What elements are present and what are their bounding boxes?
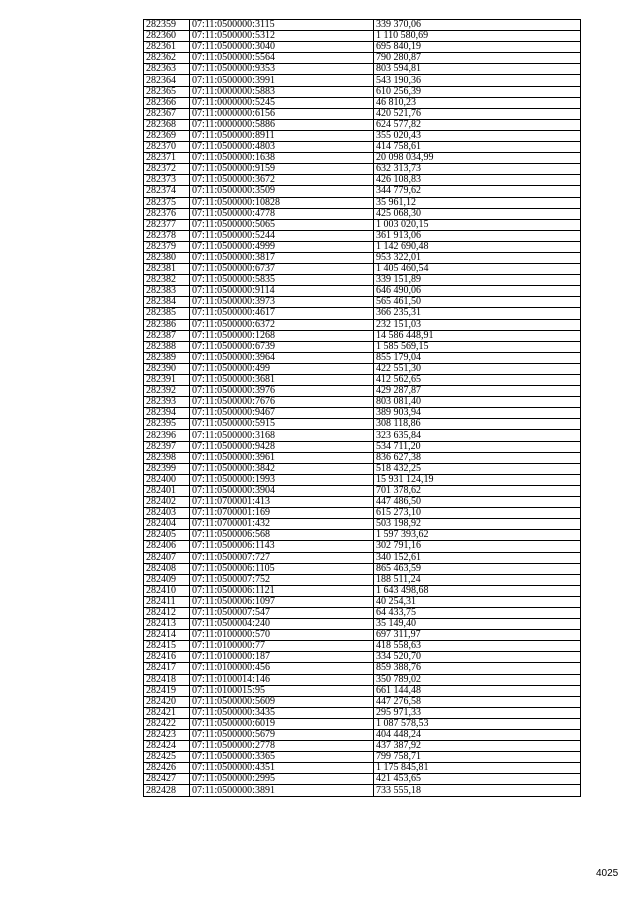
value-cell: 610 256,39 bbox=[374, 86, 581, 97]
cadastral-number-cell: 07:11:0700001:169 bbox=[190, 508, 374, 519]
table-row bbox=[144, 508, 581, 519]
table-row bbox=[144, 685, 581, 696]
cadastral-number-cell: 07:11:0500000:10828 bbox=[190, 197, 374, 208]
row-number-cell: 282391 bbox=[144, 375, 190, 386]
value-cell: 1 003 020,15 bbox=[374, 219, 581, 230]
value-cell: 543 190,36 bbox=[374, 75, 581, 86]
cadastral-number-cell: 07:11:0500000:6737 bbox=[190, 264, 374, 275]
row-number-cell: 282364 bbox=[144, 75, 190, 86]
row-number-cell: 282375 bbox=[144, 197, 190, 208]
value-cell: 615 273,10 bbox=[374, 508, 581, 519]
row-number-cell: 282389 bbox=[144, 352, 190, 363]
value-cell: 232 151,03 bbox=[374, 319, 581, 330]
value-cell: 803 081,40 bbox=[374, 397, 581, 408]
value-cell: 308 118,86 bbox=[374, 419, 581, 430]
row-number-cell: 282362 bbox=[144, 53, 190, 64]
cadastral-number-cell: 07:11:0500000:3964 bbox=[190, 352, 374, 363]
table-row bbox=[144, 674, 581, 685]
cadastral-number-cell: 07:11:0500000:3961 bbox=[190, 452, 374, 463]
cadastral-number-cell: 07:11:0500000:9428 bbox=[190, 441, 374, 452]
value-cell: 389 903,94 bbox=[374, 408, 581, 419]
cadastral-number-cell: 07:11:0500000:5915 bbox=[190, 419, 374, 430]
value-cell: 64 433,75 bbox=[374, 607, 581, 618]
cadastral-number-cell: 07:11:0500000:3891 bbox=[190, 785, 374, 796]
cadastral-number-cell: 07:11:0000000:5245 bbox=[190, 97, 374, 108]
cadastral-number-cell: 07:11:0500000:3991 bbox=[190, 75, 374, 86]
table-row bbox=[144, 530, 581, 541]
value-cell: 414 758,61 bbox=[374, 142, 581, 153]
row-number-cell: 282412 bbox=[144, 607, 190, 618]
row-number-cell: 282395 bbox=[144, 419, 190, 430]
row-number-cell: 282424 bbox=[144, 741, 190, 752]
table-row bbox=[144, 119, 581, 130]
value-cell: 366 235,31 bbox=[374, 308, 581, 319]
cadastral-number-cell: 07:11:0700001:432 bbox=[190, 519, 374, 530]
table-row bbox=[144, 563, 581, 574]
row-number-cell: 282411 bbox=[144, 596, 190, 607]
value-cell: 733 555,18 bbox=[374, 785, 581, 796]
table-row bbox=[144, 108, 581, 119]
table-row bbox=[144, 241, 581, 252]
value-cell: 323 635,84 bbox=[374, 430, 581, 441]
row-number-cell: 282373 bbox=[144, 175, 190, 186]
cadastral-number-cell: 07:11:0500000:5312 bbox=[190, 31, 374, 42]
value-cell: 646 490,06 bbox=[374, 286, 581, 297]
table-row bbox=[144, 397, 581, 408]
row-number-cell: 282427 bbox=[144, 774, 190, 785]
table-row bbox=[144, 330, 581, 341]
value-cell: 20 098 034,99 bbox=[374, 153, 581, 164]
cadastral-number-cell: 07:11:0000000:5883 bbox=[190, 86, 374, 97]
value-cell: 418 558,63 bbox=[374, 641, 581, 652]
row-number-cell: 282378 bbox=[144, 230, 190, 241]
cadastral-number-cell: 07:11:0100000:187 bbox=[190, 652, 374, 663]
row-number-cell: 282372 bbox=[144, 164, 190, 175]
row-number-cell: 282422 bbox=[144, 718, 190, 729]
table-row bbox=[144, 386, 581, 397]
value-cell: 836 627,38 bbox=[374, 452, 581, 463]
cadastral-number-cell: 07:11:0500000:5065 bbox=[190, 219, 374, 230]
cadastral-number-cell: 07:11:0500007:752 bbox=[190, 574, 374, 585]
value-cell: 803 594,81 bbox=[374, 64, 581, 75]
value-cell: 350 789,02 bbox=[374, 674, 581, 685]
value-cell: 421 453,65 bbox=[374, 774, 581, 785]
row-number-cell: 282418 bbox=[144, 674, 190, 685]
table-row bbox=[144, 752, 581, 763]
value-cell: 15 931 124,19 bbox=[374, 474, 581, 485]
value-cell: 14 586 448,91 bbox=[374, 330, 581, 341]
row-number-cell: 282359 bbox=[144, 20, 190, 31]
row-number-cell: 282396 bbox=[144, 430, 190, 441]
cadastral-number-cell: 07:11:0500000:7676 bbox=[190, 397, 374, 408]
value-cell: 859 388,76 bbox=[374, 663, 581, 674]
table-row bbox=[144, 485, 581, 496]
table-row bbox=[144, 352, 581, 363]
table-row bbox=[144, 252, 581, 263]
table-row bbox=[144, 208, 581, 219]
row-number-cell: 282390 bbox=[144, 363, 190, 374]
table-row bbox=[144, 441, 581, 452]
cadastral-number-cell: 07:11:0500006:1105 bbox=[190, 563, 374, 574]
cadastral-number-cell: 07:11:0700001:413 bbox=[190, 497, 374, 508]
row-number-cell: 282365 bbox=[144, 86, 190, 97]
table-row bbox=[144, 707, 581, 718]
row-number-cell: 282360 bbox=[144, 31, 190, 42]
value-cell: 953 322,01 bbox=[374, 252, 581, 263]
table-row bbox=[144, 31, 581, 42]
table-row bbox=[144, 230, 581, 241]
cadastral-number-cell: 07:11:0500000:9114 bbox=[190, 286, 374, 297]
row-number-cell: 282374 bbox=[144, 186, 190, 197]
value-cell: 1 643 498,68 bbox=[374, 585, 581, 596]
table-row bbox=[144, 718, 581, 729]
row-number-cell: 282425 bbox=[144, 752, 190, 763]
row-number-cell: 282415 bbox=[144, 641, 190, 652]
row-number-cell: 282361 bbox=[144, 42, 190, 53]
value-cell: 1 110 580,69 bbox=[374, 31, 581, 42]
table-row bbox=[144, 619, 581, 630]
value-cell: 35 149,40 bbox=[374, 619, 581, 630]
table-row bbox=[144, 142, 581, 153]
row-number-cell: 282376 bbox=[144, 208, 190, 219]
value-cell: 447 486,50 bbox=[374, 497, 581, 508]
cadastral-number-cell: 07:11:0500000:1268 bbox=[190, 330, 374, 341]
value-cell: 695 840,19 bbox=[374, 42, 581, 53]
value-cell: 295 971,33 bbox=[374, 707, 581, 718]
row-number-cell: 282400 bbox=[144, 474, 190, 485]
table-row bbox=[144, 219, 581, 230]
cadastral-number-cell: 07:11:0500000:5609 bbox=[190, 696, 374, 707]
table-row bbox=[144, 585, 581, 596]
row-number-cell: 282382 bbox=[144, 275, 190, 286]
value-cell: 697 311,97 bbox=[374, 630, 581, 641]
value-cell: 426 108,83 bbox=[374, 175, 581, 186]
table-row bbox=[144, 408, 581, 419]
cadastral-number-cell: 07:11:0500000:8911 bbox=[190, 130, 374, 141]
table-row bbox=[144, 164, 581, 175]
value-cell: 188 511,24 bbox=[374, 574, 581, 585]
value-cell: 437 387,92 bbox=[374, 741, 581, 752]
value-cell: 339 151,89 bbox=[374, 275, 581, 286]
value-cell: 1 585 569,15 bbox=[374, 341, 581, 352]
row-number-cell: 282368 bbox=[144, 119, 190, 130]
row-number-cell: 282421 bbox=[144, 707, 190, 718]
cadastral-number-cell: 07:11:0500000:3976 bbox=[190, 386, 374, 397]
value-cell: 518 432,25 bbox=[374, 463, 581, 474]
table-row bbox=[144, 663, 581, 674]
cadastral-number-cell: 07:11:0500000:4803 bbox=[190, 142, 374, 153]
row-number-cell: 282401 bbox=[144, 485, 190, 496]
cadastral-number-cell: 07:11:0500000:5564 bbox=[190, 53, 374, 64]
value-cell: 503 198,92 bbox=[374, 519, 581, 530]
row-number-cell: 282416 bbox=[144, 652, 190, 663]
value-cell: 1 142 690,48 bbox=[374, 241, 581, 252]
value-cell: 632 313,73 bbox=[374, 164, 581, 175]
cadastral-number-cell: 07:11:0500006:1143 bbox=[190, 541, 374, 552]
table-body bbox=[144, 20, 581, 797]
cadastral-number-cell: 07:11:0100015:95 bbox=[190, 685, 374, 696]
cadastral-number-cell: 07:11:0500000:3973 bbox=[190, 297, 374, 308]
table-row bbox=[144, 175, 581, 186]
value-cell: 404 448,24 bbox=[374, 730, 581, 741]
cadastral-number-cell: 07:11:0500004:240 bbox=[190, 619, 374, 630]
cadastral-number-cell: 07:11:0000000:5886 bbox=[190, 119, 374, 130]
table-row bbox=[144, 519, 581, 530]
cadastral-number-cell: 07:11:0500000:3817 bbox=[190, 252, 374, 263]
row-number-cell: 282363 bbox=[144, 64, 190, 75]
row-number-cell: 282423 bbox=[144, 730, 190, 741]
cadastral-number-cell: 07:11:0500006:568 bbox=[190, 530, 374, 541]
cadastral-number-cell: 07:11:0100000:456 bbox=[190, 663, 374, 674]
cadastral-number-cell: 07:11:0000000:6156 bbox=[190, 108, 374, 119]
cadastral-number-cell: 07:11:0500000:4999 bbox=[190, 241, 374, 252]
value-cell: 334 520,70 bbox=[374, 652, 581, 663]
table-row bbox=[144, 341, 581, 352]
cadastral-number-cell: 07:11:0500000:499 bbox=[190, 363, 374, 374]
cadastral-number-cell: 07:11:0100014:146 bbox=[190, 674, 374, 685]
cadastral-number-cell: 07:11:0500000:5244 bbox=[190, 230, 374, 241]
table-row bbox=[144, 541, 581, 552]
row-number-cell: 282399 bbox=[144, 463, 190, 474]
cadastral-number-cell: 07:11:0500000:1638 bbox=[190, 153, 374, 164]
table-row bbox=[144, 596, 581, 607]
cadastral-number-cell: 07:11:0500000:4617 bbox=[190, 308, 374, 319]
value-cell: 865 463,59 bbox=[374, 563, 581, 574]
cadastral-value-table bbox=[143, 19, 581, 797]
table-row bbox=[144, 297, 581, 308]
row-number-cell: 282394 bbox=[144, 408, 190, 419]
table-row bbox=[144, 463, 581, 474]
table-row bbox=[144, 275, 581, 286]
row-number-cell: 282379 bbox=[144, 241, 190, 252]
table-row bbox=[144, 375, 581, 386]
table-row bbox=[144, 264, 581, 275]
value-cell: 701 378,62 bbox=[374, 485, 581, 496]
table-row bbox=[144, 42, 581, 53]
row-number-cell: 282397 bbox=[144, 441, 190, 452]
value-cell: 340 152,61 bbox=[374, 552, 581, 563]
table-row bbox=[144, 308, 581, 319]
cadastral-number-cell: 07:11:0500000:6739 bbox=[190, 341, 374, 352]
row-number-cell: 282367 bbox=[144, 108, 190, 119]
row-number-cell: 282370 bbox=[144, 142, 190, 153]
table-row bbox=[144, 75, 581, 86]
cadastral-number-cell: 07:11:0500000:2778 bbox=[190, 741, 374, 752]
cadastral-number-cell: 07:11:0500000:3842 bbox=[190, 463, 374, 474]
row-number-cell: 282417 bbox=[144, 663, 190, 674]
row-number-cell: 282406 bbox=[144, 541, 190, 552]
row-number-cell: 282387 bbox=[144, 330, 190, 341]
table-row bbox=[144, 574, 581, 585]
cadastral-number-cell: 07:11:0500000:3904 bbox=[190, 485, 374, 496]
value-cell: 1 175 845,81 bbox=[374, 763, 581, 774]
table-row bbox=[144, 419, 581, 430]
cadastral-number-cell: 07:11:0500000:3365 bbox=[190, 752, 374, 763]
table-row bbox=[144, 641, 581, 652]
value-cell: 40 254,31 bbox=[374, 596, 581, 607]
value-cell: 422 551,30 bbox=[374, 363, 581, 374]
value-cell: 361 913,06 bbox=[374, 230, 581, 241]
table-row bbox=[144, 97, 581, 108]
value-cell: 420 521,76 bbox=[374, 108, 581, 119]
value-cell: 339 370,06 bbox=[374, 20, 581, 31]
row-number-cell: 282366 bbox=[144, 97, 190, 108]
table-row bbox=[144, 64, 581, 75]
table-row bbox=[144, 130, 581, 141]
table-row bbox=[144, 607, 581, 618]
cadastral-number-cell: 07:11:0500000:3509 bbox=[190, 186, 374, 197]
table-row bbox=[144, 474, 581, 485]
cadastral-number-cell: 07:11:0500000:9159 bbox=[190, 164, 374, 175]
row-number-cell: 282377 bbox=[144, 219, 190, 230]
table-row bbox=[144, 319, 581, 330]
row-number-cell: 282408 bbox=[144, 563, 190, 574]
table-row bbox=[144, 86, 581, 97]
row-number-cell: 282380 bbox=[144, 252, 190, 263]
row-number-cell: 282407 bbox=[144, 552, 190, 563]
value-cell: 425 068,30 bbox=[374, 208, 581, 219]
value-cell: 344 779,62 bbox=[374, 186, 581, 197]
value-cell: 624 577,82 bbox=[374, 119, 581, 130]
page-number: 4025 bbox=[596, 868, 619, 879]
table-row bbox=[144, 153, 581, 164]
cadastral-number-cell: 07:11:0500000:9467 bbox=[190, 408, 374, 419]
cadastral-number-cell: 07:11:0500000:6019 bbox=[190, 718, 374, 729]
table-row bbox=[144, 197, 581, 208]
cadastral-number-cell: 07:11:0500000:3672 bbox=[190, 175, 374, 186]
row-number-cell: 282403 bbox=[144, 508, 190, 519]
row-number-cell: 282420 bbox=[144, 696, 190, 707]
cadastral-number-cell: 07:11:0500000:3115 bbox=[190, 20, 374, 31]
table-row bbox=[144, 763, 581, 774]
cadastral-number-cell: 07:11:0500000:4778 bbox=[190, 208, 374, 219]
row-number-cell: 282428 bbox=[144, 785, 190, 796]
value-cell: 302 791,16 bbox=[374, 541, 581, 552]
cadastral-number-cell: 07:11:0500007:727 bbox=[190, 552, 374, 563]
cadastral-number-cell: 07:11:0500000:5679 bbox=[190, 730, 374, 741]
value-cell: 661 144,48 bbox=[374, 685, 581, 696]
cadastral-number-cell: 07:11:0500000:5835 bbox=[190, 275, 374, 286]
table-row bbox=[144, 497, 581, 508]
row-number-cell: 282388 bbox=[144, 341, 190, 352]
value-cell: 1 597 393,62 bbox=[374, 530, 581, 541]
value-cell: 1 405 460,54 bbox=[374, 264, 581, 275]
table-row bbox=[144, 730, 581, 741]
row-number-cell: 282386 bbox=[144, 319, 190, 330]
table-row bbox=[144, 552, 581, 563]
table-row bbox=[144, 20, 581, 31]
row-number-cell: 282405 bbox=[144, 530, 190, 541]
row-number-cell: 282371 bbox=[144, 153, 190, 164]
row-number-cell: 282384 bbox=[144, 297, 190, 308]
cadastral-number-cell: 07:11:0100000:570 bbox=[190, 630, 374, 641]
row-number-cell: 282426 bbox=[144, 763, 190, 774]
cadastral-number-cell: 07:11:0500000:3681 bbox=[190, 375, 374, 386]
cadastral-number-cell: 07:11:0500006:1121 bbox=[190, 585, 374, 596]
table-row bbox=[144, 53, 581, 64]
row-number-cell: 282393 bbox=[144, 397, 190, 408]
value-cell: 1 087 578,53 bbox=[374, 718, 581, 729]
row-number-cell: 282410 bbox=[144, 585, 190, 596]
value-cell: 447 276,58 bbox=[374, 696, 581, 707]
row-number-cell: 282419 bbox=[144, 685, 190, 696]
row-number-cell: 282413 bbox=[144, 619, 190, 630]
value-cell: 355 020,43 bbox=[374, 130, 581, 141]
value-cell: 46 810,23 bbox=[374, 97, 581, 108]
row-number-cell: 282409 bbox=[144, 574, 190, 585]
cadastral-number-cell: 07:11:0500000:3040 bbox=[190, 42, 374, 53]
table-row bbox=[144, 652, 581, 663]
cadastral-number-cell: 07:11:0500000:6372 bbox=[190, 319, 374, 330]
value-cell: 534 711,20 bbox=[374, 441, 581, 452]
table-row bbox=[144, 286, 581, 297]
row-number-cell: 282383 bbox=[144, 286, 190, 297]
value-cell: 799 758,71 bbox=[374, 752, 581, 763]
cadastral-number-cell: 07:11:0500000:3168 bbox=[190, 430, 374, 441]
table-row bbox=[144, 363, 581, 374]
table-row bbox=[144, 774, 581, 785]
cadastral-number-cell: 07:11:0100000:77 bbox=[190, 641, 374, 652]
table-row bbox=[144, 785, 581, 796]
table-row bbox=[144, 452, 581, 463]
table-row bbox=[144, 696, 581, 707]
value-cell: 35 961,12 bbox=[374, 197, 581, 208]
value-cell: 790 280,87 bbox=[374, 53, 581, 64]
cadastral-number-cell: 07:11:0500000:4351 bbox=[190, 763, 374, 774]
table-row bbox=[144, 186, 581, 197]
row-number-cell: 282402 bbox=[144, 497, 190, 508]
table-row bbox=[144, 630, 581, 641]
cadastral-number-cell: 07:11:0500000:9353 bbox=[190, 64, 374, 75]
cadastral-number-cell: 07:11:0500000:1993 bbox=[190, 474, 374, 485]
cadastral-number-cell: 07:11:0500006:1097 bbox=[190, 596, 374, 607]
value-cell: 429 287,87 bbox=[374, 386, 581, 397]
row-number-cell: 282398 bbox=[144, 452, 190, 463]
row-number-cell: 282414 bbox=[144, 630, 190, 641]
cadastral-number-cell: 07:11:0500007:547 bbox=[190, 607, 374, 618]
cadastral-number-cell: 07:11:0500000:3435 bbox=[190, 707, 374, 718]
value-cell: 565 461,50 bbox=[374, 297, 581, 308]
row-number-cell: 282392 bbox=[144, 386, 190, 397]
value-cell: 855 179,04 bbox=[374, 352, 581, 363]
row-number-cell: 282381 bbox=[144, 264, 190, 275]
table-row bbox=[144, 741, 581, 752]
table-row bbox=[144, 430, 581, 441]
row-number-cell: 282385 bbox=[144, 308, 190, 319]
value-cell: 412 562,65 bbox=[374, 375, 581, 386]
row-number-cell: 282369 bbox=[144, 130, 190, 141]
row-number-cell: 282404 bbox=[144, 519, 190, 530]
cadastral-number-cell: 07:11:0500000:2995 bbox=[190, 774, 374, 785]
